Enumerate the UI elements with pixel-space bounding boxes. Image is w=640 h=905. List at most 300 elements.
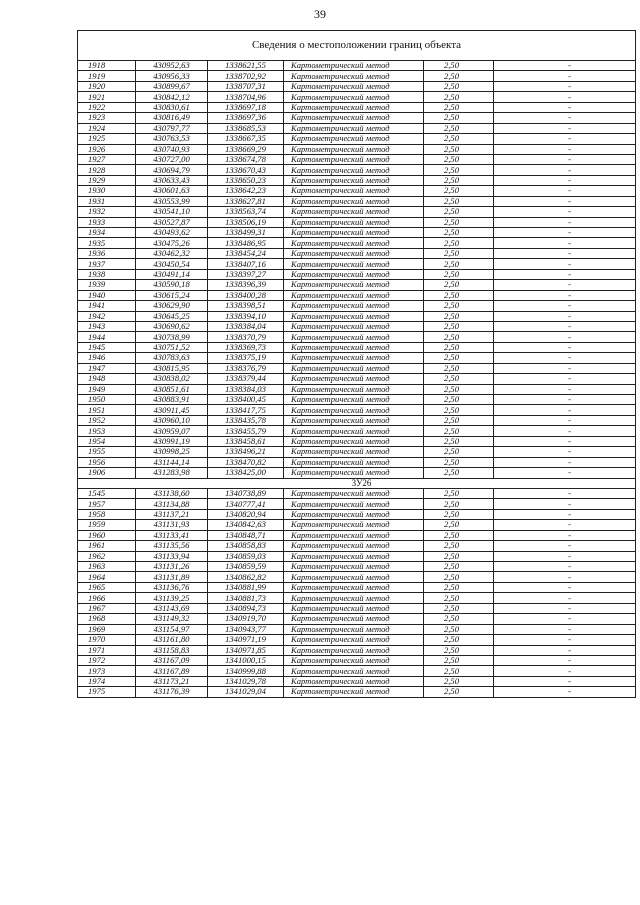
coord-x-cell: 430851,61 xyxy=(136,384,208,394)
coord-x-cell: 430751,52 xyxy=(136,342,208,352)
coord-x-cell: 430694,79 xyxy=(136,165,208,175)
precision-cell: 2,50 xyxy=(424,61,494,71)
method-cell: Картометрический метод xyxy=(284,92,424,102)
coord-y-cell: 1340862,82 xyxy=(208,572,284,582)
point-number-cell: 1928 xyxy=(78,165,136,175)
precision-cell: 2,50 xyxy=(424,384,494,394)
coord-y-cell: 1338702,92 xyxy=(208,71,284,81)
precision-cell: 2,50 xyxy=(424,676,494,686)
precision-cell: 2,50 xyxy=(424,635,494,645)
point-number-cell: 1936 xyxy=(78,248,136,258)
point-number-cell: 1946 xyxy=(78,353,136,363)
method-cell: Картометрический метод xyxy=(284,384,424,394)
coord-y-cell: 1338454,24 xyxy=(208,248,284,258)
precision-cell: 2,50 xyxy=(424,562,494,572)
precision-cell: 2,50 xyxy=(424,624,494,634)
method-cell: Картометрический метод xyxy=(284,123,424,133)
method-cell: Картометрический метод xyxy=(284,165,424,175)
point-number-cell: 1924 xyxy=(78,123,136,133)
point-number-cell: 1926 xyxy=(78,144,136,154)
point-number-cell: 1927 xyxy=(78,154,136,164)
coord-y-cell: 1338642,23 xyxy=(208,186,284,196)
point-number-cell: 1954 xyxy=(78,436,136,446)
method-cell: Картометрический метод xyxy=(284,582,424,592)
method-cell: Картометрический метод xyxy=(284,645,424,655)
coord-x-cell: 430491,14 xyxy=(136,269,208,279)
precision-cell: 2,50 xyxy=(424,488,494,498)
table-row xyxy=(78,332,636,342)
method-cell: Картометрический метод xyxy=(284,301,424,311)
precision-cell: 2,50 xyxy=(424,81,494,91)
coord-x-cell: 431158,83 xyxy=(136,645,208,655)
method-cell: Картометрический метод xyxy=(284,102,424,112)
point-number-cell: 1949 xyxy=(78,384,136,394)
description-cell: - xyxy=(494,144,636,154)
point-number-cell: 1930 xyxy=(78,186,136,196)
table-row xyxy=(78,635,636,645)
method-cell: Картометрический метод xyxy=(284,71,424,81)
description-cell: - xyxy=(494,530,636,540)
table-row xyxy=(78,71,636,81)
coord-x-cell: 430738,99 xyxy=(136,332,208,342)
method-cell: Картометрический метод xyxy=(284,144,424,154)
description-cell: - xyxy=(494,165,636,175)
method-cell: Картометрический метод xyxy=(284,624,424,634)
coord-y-cell: 1338685,53 xyxy=(208,123,284,133)
method-cell: Картометрический метод xyxy=(284,447,424,457)
precision-cell: 2,50 xyxy=(424,614,494,624)
point-number-cell: 1920 xyxy=(78,81,136,91)
description-cell: - xyxy=(494,186,636,196)
description-cell: - xyxy=(494,541,636,551)
description-cell: - xyxy=(494,102,636,112)
point-number-cell: 1937 xyxy=(78,259,136,269)
table-row xyxy=(78,207,636,217)
precision-cell: 2,50 xyxy=(424,530,494,540)
description-cell: - xyxy=(494,113,636,123)
precision-cell: 2,50 xyxy=(424,415,494,425)
precision-cell: 2,50 xyxy=(424,71,494,81)
coord-x-cell: 430615,24 xyxy=(136,290,208,300)
table-row xyxy=(78,363,636,373)
precision-cell: 2,50 xyxy=(424,509,494,519)
precision-cell: 2,50 xyxy=(424,436,494,446)
point-number-cell: 1959 xyxy=(78,520,136,530)
method-cell: Картометрический метод xyxy=(284,228,424,238)
coord-x-cell: 430763,53 xyxy=(136,134,208,144)
coord-y-cell: 1338400,28 xyxy=(208,290,284,300)
point-number-cell: 1943 xyxy=(78,321,136,331)
coord-y-cell: 1340859,03 xyxy=(208,551,284,561)
table-row xyxy=(78,134,636,144)
coord-x-cell: 430815,95 xyxy=(136,363,208,373)
precision-cell: 2,50 xyxy=(424,426,494,436)
description-cell: - xyxy=(494,353,636,363)
section-row xyxy=(78,478,636,488)
precision-cell: 2,50 xyxy=(424,301,494,311)
precision-cell: 2,50 xyxy=(424,395,494,405)
coord-y-cell: 1340999,88 xyxy=(208,666,284,676)
description-cell: - xyxy=(494,217,636,227)
coord-x-cell: 430475,26 xyxy=(136,238,208,248)
point-number-cell: 1964 xyxy=(78,572,136,582)
coord-x-cell: 431144,14 xyxy=(136,457,208,467)
method-cell: Картометрический метод xyxy=(284,81,424,91)
coord-x-cell: 430959,07 xyxy=(136,426,208,436)
point-number-cell: 1918 xyxy=(78,61,136,71)
point-number-cell: 1922 xyxy=(78,102,136,112)
precision-cell: 2,50 xyxy=(424,144,494,154)
coord-y-cell: 1338674,78 xyxy=(208,154,284,164)
description-cell: - xyxy=(494,666,636,676)
table-row xyxy=(78,468,636,478)
coord-y-cell: 1338667,35 xyxy=(208,134,284,144)
description-cell: - xyxy=(494,395,636,405)
description-cell: - xyxy=(494,154,636,164)
point-number-cell: 1950 xyxy=(78,395,136,405)
point-number-cell: 1545 xyxy=(78,488,136,498)
point-number-cell: 1974 xyxy=(78,676,136,686)
coord-y-cell: 1338621,55 xyxy=(208,61,284,71)
method-cell: Картометрический метод xyxy=(284,134,424,144)
point-number-cell: 1953 xyxy=(78,426,136,436)
coord-y-cell: 1338394,10 xyxy=(208,311,284,321)
precision-cell: 2,50 xyxy=(424,666,494,676)
point-number-cell: 1951 xyxy=(78,405,136,415)
description-cell: - xyxy=(494,676,636,686)
coord-y-cell: 1341029,04 xyxy=(208,687,284,697)
table-row xyxy=(78,426,636,436)
method-cell: Картометрический метод xyxy=(284,666,424,676)
description-cell: - xyxy=(494,624,636,634)
description-cell: - xyxy=(494,71,636,81)
precision-cell: 2,50 xyxy=(424,92,494,102)
table-row xyxy=(78,311,636,321)
point-number-cell: 1923 xyxy=(78,113,136,123)
description-cell: - xyxy=(494,655,636,665)
point-number-cell: 1919 xyxy=(78,71,136,81)
table-title-row xyxy=(78,31,636,61)
method-cell: Картометрический метод xyxy=(284,509,424,519)
coord-x-cell: 431173,21 xyxy=(136,676,208,686)
coord-y-cell: 1340820,94 xyxy=(208,509,284,519)
coord-x-cell: 431149,32 xyxy=(136,614,208,624)
coord-x-cell: 430727,00 xyxy=(136,154,208,164)
table-row xyxy=(78,301,636,311)
method-cell: Картометрический метод xyxy=(284,415,424,425)
coord-y-cell: 1338369,73 xyxy=(208,342,284,352)
table-row xyxy=(78,248,636,258)
coord-y-cell: 1338397,27 xyxy=(208,269,284,279)
precision-cell: 2,50 xyxy=(424,645,494,655)
description-cell: - xyxy=(494,363,636,373)
coord-y-cell: 1338486,95 xyxy=(208,238,284,248)
description-cell: - xyxy=(494,436,636,446)
method-cell: Картометрический метод xyxy=(284,468,424,478)
precision-cell: 2,50 xyxy=(424,228,494,238)
coord-y-cell: 1340777,41 xyxy=(208,499,284,509)
method-cell: Картометрический метод xyxy=(284,321,424,331)
point-number-cell: 1931 xyxy=(78,196,136,206)
point-number-cell: 1944 xyxy=(78,332,136,342)
coord-x-cell: 430899,67 xyxy=(136,81,208,91)
description-cell: - xyxy=(494,92,636,102)
page-number: 39 xyxy=(314,7,326,21)
method-cell: Картометрический метод xyxy=(284,687,424,697)
point-number-cell: 1955 xyxy=(78,447,136,457)
description-cell: - xyxy=(494,687,636,697)
coord-x-cell: 431138,60 xyxy=(136,488,208,498)
boundary-coordinates-table xyxy=(77,30,636,698)
point-number-cell: 1971 xyxy=(78,645,136,655)
table-row xyxy=(78,488,636,498)
precision-cell: 2,50 xyxy=(424,499,494,509)
method-cell: Картометрический метод xyxy=(284,551,424,561)
description-cell: - xyxy=(494,457,636,467)
coord-x-cell: 431131,93 xyxy=(136,520,208,530)
precision-cell: 2,50 xyxy=(424,468,494,478)
coord-x-cell: 431161,80 xyxy=(136,635,208,645)
description-cell: - xyxy=(494,280,636,290)
coord-x-cell: 431167,09 xyxy=(136,655,208,665)
coord-x-cell: 431136,76 xyxy=(136,582,208,592)
coord-x-cell: 430960,10 xyxy=(136,415,208,425)
precision-cell: 2,50 xyxy=(424,457,494,467)
coord-y-cell: 1338499,31 xyxy=(208,228,284,238)
precision-cell: 2,50 xyxy=(424,186,494,196)
coord-x-cell: 431139,25 xyxy=(136,593,208,603)
precision-cell: 2,50 xyxy=(424,405,494,415)
coord-x-cell: 430883,91 xyxy=(136,395,208,405)
table-row xyxy=(78,384,636,394)
table-row xyxy=(78,102,636,112)
coord-x-cell: 431134,88 xyxy=(136,499,208,509)
section-label: 3У26 xyxy=(78,478,636,488)
table-row xyxy=(78,395,636,405)
coord-y-cell: 1338370,79 xyxy=(208,332,284,342)
table-row xyxy=(78,624,636,634)
method-cell: Картометрический метод xyxy=(284,520,424,530)
precision-cell: 2,50 xyxy=(424,134,494,144)
coord-x-cell: 430493,62 xyxy=(136,228,208,238)
table-row xyxy=(78,436,636,446)
method-cell: Картометрический метод xyxy=(284,541,424,551)
table-row xyxy=(78,541,636,551)
precision-cell: 2,50 xyxy=(424,655,494,665)
description-cell: - xyxy=(494,499,636,509)
description-cell: - xyxy=(494,228,636,238)
point-number-cell: 1941 xyxy=(78,301,136,311)
method-cell: Картометрический метод xyxy=(284,572,424,582)
coord-y-cell: 1340842,63 xyxy=(208,520,284,530)
method-cell: Картометрический метод xyxy=(284,113,424,123)
coord-x-cell: 430629,90 xyxy=(136,301,208,311)
point-number-cell: 1975 xyxy=(78,687,136,697)
method-cell: Картометрический метод xyxy=(284,238,424,248)
description-cell: - xyxy=(494,321,636,331)
method-cell: Картометрический метод xyxy=(284,562,424,572)
description-cell: - xyxy=(494,248,636,258)
coord-x-cell: 431137,21 xyxy=(136,509,208,519)
table-row xyxy=(78,509,636,519)
point-number-cell: 1960 xyxy=(78,530,136,540)
precision-cell: 2,50 xyxy=(424,332,494,342)
precision-cell: 2,50 xyxy=(424,175,494,185)
coord-y-cell: 1338384,03 xyxy=(208,384,284,394)
coord-y-cell: 1338669,29 xyxy=(208,144,284,154)
method-cell: Картометрический метод xyxy=(284,186,424,196)
coord-y-cell: 1341000,15 xyxy=(208,655,284,665)
coord-y-cell: 1340971,19 xyxy=(208,635,284,645)
precision-cell: 2,50 xyxy=(424,520,494,530)
precision-cell: 2,50 xyxy=(424,102,494,112)
description-cell: - xyxy=(494,332,636,342)
table-row xyxy=(78,415,636,425)
description-cell: - xyxy=(494,447,636,457)
description-cell: - xyxy=(494,301,636,311)
table-row xyxy=(78,687,636,697)
method-cell: Картометрический метод xyxy=(284,655,424,665)
coord-y-cell: 1338379,44 xyxy=(208,374,284,384)
precision-cell: 2,50 xyxy=(424,321,494,331)
description-cell: - xyxy=(494,175,636,185)
precision-cell: 2,50 xyxy=(424,342,494,352)
description-cell: - xyxy=(494,123,636,133)
method-cell: Картометрический метод xyxy=(284,175,424,185)
precision-cell: 2,50 xyxy=(424,687,494,697)
coord-y-cell: 1338398,51 xyxy=(208,301,284,311)
coord-y-cell: 1338376,79 xyxy=(208,363,284,373)
table-row xyxy=(78,374,636,384)
precision-cell: 2,50 xyxy=(424,165,494,175)
coord-y-cell: 1340943,77 xyxy=(208,624,284,634)
coord-x-cell: 431135,56 xyxy=(136,541,208,551)
precision-cell: 2,50 xyxy=(424,269,494,279)
method-cell: Картометрический метод xyxy=(284,457,424,467)
precision-cell: 2,50 xyxy=(424,363,494,373)
table-row xyxy=(78,447,636,457)
method-cell: Картометрический метод xyxy=(284,374,424,384)
coord-x-cell: 431143,69 xyxy=(136,603,208,613)
coord-y-cell: 1338670,43 xyxy=(208,165,284,175)
precision-cell: 2,50 xyxy=(424,259,494,269)
coord-x-cell: 430740,93 xyxy=(136,144,208,154)
coord-x-cell: 430838,02 xyxy=(136,374,208,384)
precision-cell: 2,50 xyxy=(424,290,494,300)
method-cell: Картометрический метод xyxy=(284,395,424,405)
table-row xyxy=(78,321,636,331)
table-row xyxy=(78,405,636,415)
coord-x-cell: 430645,25 xyxy=(136,311,208,321)
table-row xyxy=(78,81,636,91)
table-row xyxy=(78,269,636,279)
method-cell: Картометрический метод xyxy=(284,363,424,373)
coord-x-cell: 430690,62 xyxy=(136,321,208,331)
precision-cell: 2,50 xyxy=(424,311,494,321)
table-body xyxy=(78,31,636,698)
coord-x-cell: 430462,32 xyxy=(136,248,208,258)
coord-y-cell: 1338425,00 xyxy=(208,468,284,478)
precision-cell: 2,50 xyxy=(424,541,494,551)
coord-x-cell: 430527,87 xyxy=(136,217,208,227)
table-row xyxy=(78,196,636,206)
point-number-cell: 1972 xyxy=(78,655,136,665)
table-row xyxy=(78,113,636,123)
method-cell: Картометрический метод xyxy=(284,676,424,686)
method-cell: Картометрический метод xyxy=(284,593,424,603)
coord-x-cell: 431131,89 xyxy=(136,572,208,582)
description-cell: - xyxy=(494,311,636,321)
precision-cell: 2,50 xyxy=(424,374,494,384)
coord-y-cell: 1340848,71 xyxy=(208,530,284,540)
coord-x-cell: 430797,77 xyxy=(136,123,208,133)
coord-y-cell: 1338435,78 xyxy=(208,415,284,425)
table-row xyxy=(78,238,636,248)
point-number-cell: 1962 xyxy=(78,551,136,561)
method-cell: Картометрический метод xyxy=(284,436,424,446)
point-number-cell: 1973 xyxy=(78,666,136,676)
table-row xyxy=(78,217,636,227)
method-cell: Картометрический метод xyxy=(284,61,424,71)
table-row xyxy=(78,582,636,592)
precision-cell: 2,50 xyxy=(424,217,494,227)
coord-y-cell: 1338407,16 xyxy=(208,259,284,269)
method-cell: Картометрический метод xyxy=(284,311,424,321)
table-row xyxy=(78,551,636,561)
point-number-cell: 1934 xyxy=(78,228,136,238)
coord-y-cell: 1338417,75 xyxy=(208,405,284,415)
point-number-cell: 1961 xyxy=(78,541,136,551)
table-row xyxy=(78,175,636,185)
method-cell: Картометрический метод xyxy=(284,269,424,279)
table-row xyxy=(78,165,636,175)
coord-y-cell: 1338563,74 xyxy=(208,207,284,217)
coord-y-cell: 1340894,73 xyxy=(208,603,284,613)
point-number-cell: 1942 xyxy=(78,311,136,321)
coord-y-cell: 1340858,83 xyxy=(208,541,284,551)
coord-y-cell: 1338697,18 xyxy=(208,102,284,112)
coord-y-cell: 1340919,70 xyxy=(208,614,284,624)
coord-x-cell: 431133,94 xyxy=(136,551,208,561)
point-number-cell: 1948 xyxy=(78,374,136,384)
precision-cell: 2,50 xyxy=(424,551,494,561)
coord-x-cell: 430783,63 xyxy=(136,353,208,363)
table-row xyxy=(78,645,636,655)
table-row xyxy=(78,603,636,613)
coord-x-cell: 431154,97 xyxy=(136,624,208,634)
description-cell: - xyxy=(494,134,636,144)
table-row xyxy=(78,259,636,269)
precision-cell: 2,50 xyxy=(424,248,494,258)
table-row xyxy=(78,457,636,467)
coord-y-cell: 1338455,79 xyxy=(208,426,284,436)
precision-cell: 2,50 xyxy=(424,582,494,592)
coord-x-cell: 430956,33 xyxy=(136,71,208,81)
point-number-cell: 1969 xyxy=(78,624,136,634)
description-cell: - xyxy=(494,196,636,206)
point-number-cell: 1957 xyxy=(78,499,136,509)
description-cell: - xyxy=(494,603,636,613)
point-number-cell: 1952 xyxy=(78,415,136,425)
precision-cell: 2,50 xyxy=(424,238,494,248)
point-number-cell: 1929 xyxy=(78,175,136,185)
method-cell: Картометрический метод xyxy=(284,207,424,217)
point-number-cell: 1935 xyxy=(78,238,136,248)
point-number-cell: 1963 xyxy=(78,562,136,572)
method-cell: Картометрический метод xyxy=(284,259,424,269)
table-row xyxy=(78,353,636,363)
description-cell: - xyxy=(494,238,636,248)
